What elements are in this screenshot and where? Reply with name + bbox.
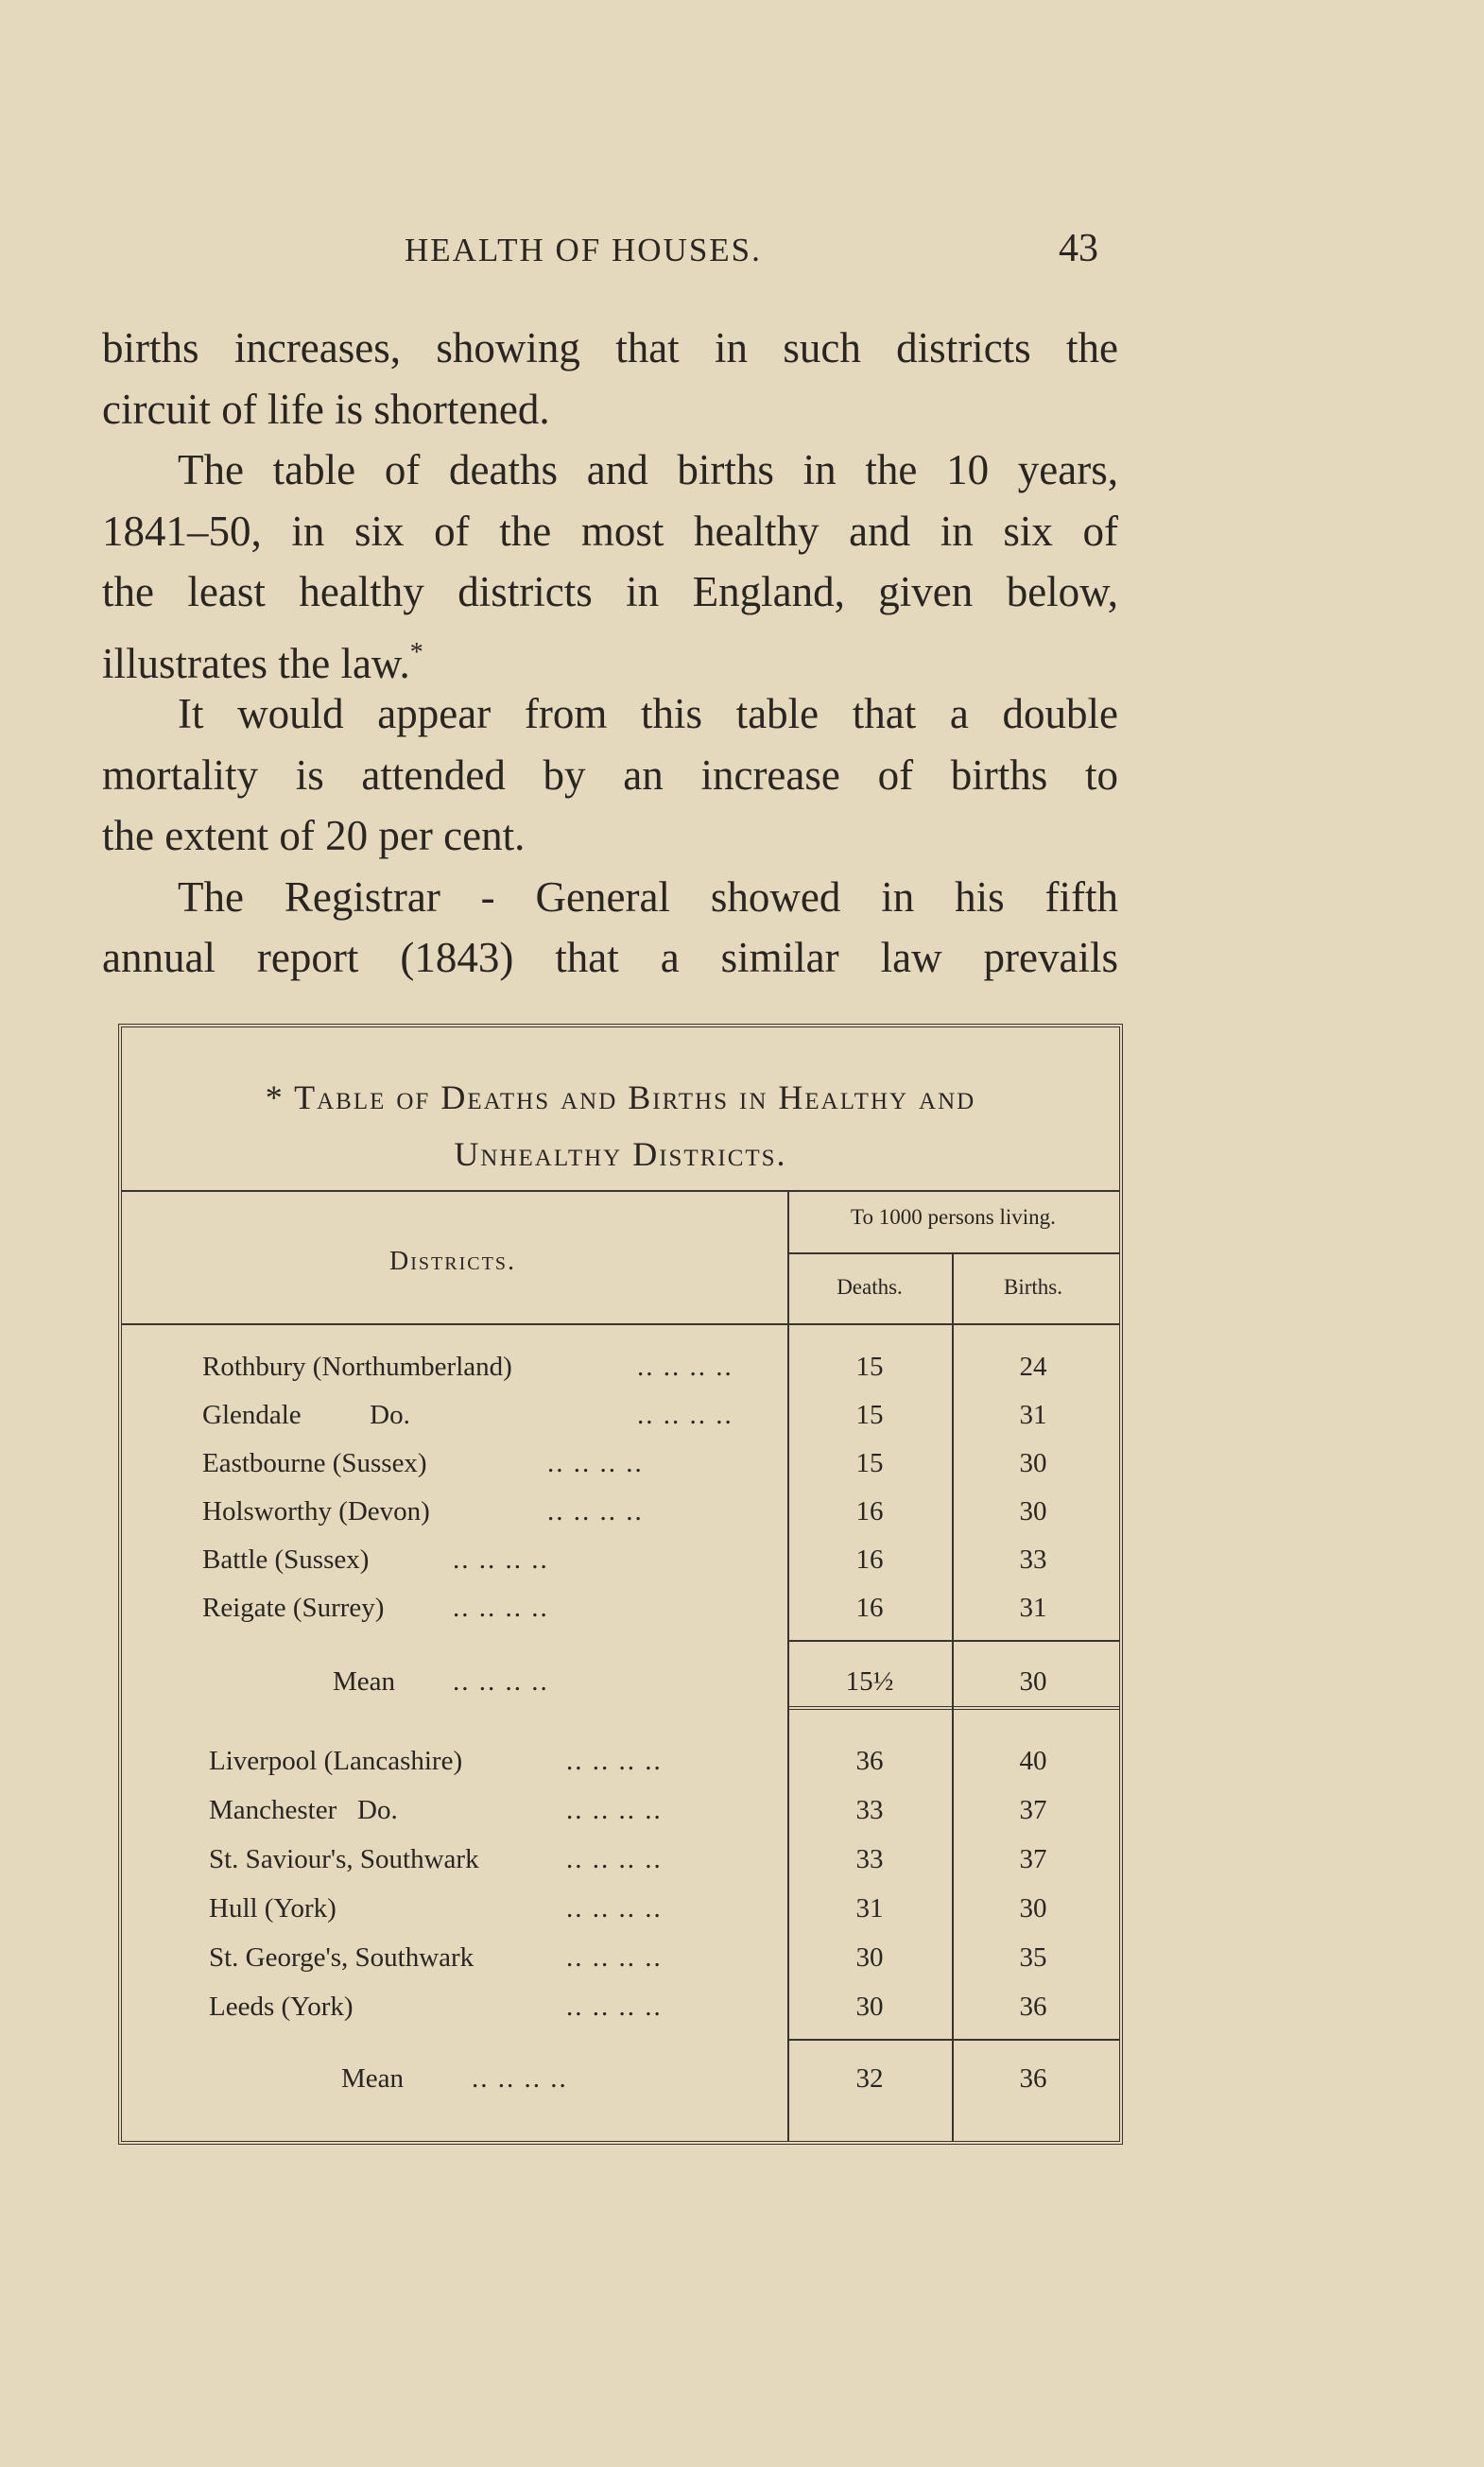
table-row bbox=[122, 1795, 1119, 1844]
births-value: 24 bbox=[1019, 1352, 1047, 1382]
leader-dots: .. .. .. .. bbox=[453, 1593, 549, 1623]
text-line: The Registrar - General showed in his fifth bbox=[178, 872, 1118, 921]
table-row bbox=[122, 1352, 1119, 1401]
table-row bbox=[122, 1992, 1119, 2041]
text-line: 1841–50, in six of the most healthy and in six of bbox=[102, 507, 1118, 555]
rule bbox=[122, 1190, 1119, 1192]
deaths-value: 15 bbox=[855, 1400, 884, 1430]
text-line: the extent of 20 per cent. bbox=[102, 812, 526, 859]
district-name: Hull (York) bbox=[209, 1893, 336, 1924]
rule bbox=[787, 1706, 1119, 1710]
births-value: 40 bbox=[1019, 1746, 1047, 1776]
births-value: 37 bbox=[1019, 1844, 1047, 1874]
deaths-value: 36 bbox=[855, 1746, 884, 1776]
table-row bbox=[122, 1496, 1119, 1545]
deaths-value: 32 bbox=[855, 2063, 884, 2094]
district-name: Manchester Do. bbox=[209, 1795, 398, 1825]
table-title-line-2: Unhealthy Districts. bbox=[454, 1135, 787, 1173]
column-group-header: To 1000 persons living. bbox=[851, 1205, 1056, 1229]
body-text bbox=[102, 318, 1118, 989]
district-name: Rothbury (Northumberland) bbox=[202, 1352, 512, 1382]
births-value: 37 bbox=[1019, 1795, 1047, 1825]
deaths-value: 15 bbox=[855, 1352, 884, 1382]
table-row bbox=[122, 1844, 1119, 1893]
leader-dots: .. .. .. .. bbox=[453, 1666, 549, 1697]
column-header-districts: Districts. bbox=[389, 1247, 516, 1276]
rule bbox=[122, 1323, 1119, 1325]
page-number: 43 bbox=[1059, 227, 1098, 270]
table-title-line-1: * Table of Deaths and Births in Healthy and bbox=[265, 1078, 976, 1116]
text-line-with-footnote bbox=[102, 623, 1118, 687]
district-name: Battle (Sussex) bbox=[202, 1544, 370, 1575]
text-line: mortality is attended by an increase of births to bbox=[102, 750, 1118, 799]
text-line: illustrates the law. bbox=[102, 639, 410, 687]
leader-dots: .. .. .. .. bbox=[637, 1400, 733, 1430]
district-name: Leeds (York) bbox=[209, 1992, 354, 2022]
leader-dots: .. .. .. .. bbox=[547, 1496, 644, 1527]
district-name: Liverpool (Lancashire) bbox=[209, 1746, 463, 1776]
district-name: St. Saviour's, Southwark bbox=[209, 1844, 479, 1874]
column-header-deaths: Deaths. bbox=[837, 1275, 903, 1299]
district-name: St. George's, Southwark bbox=[209, 1942, 475, 1973]
deaths-value: 16 bbox=[855, 1544, 884, 1575]
deaths-value: 15 bbox=[855, 1448, 884, 1478]
table-row bbox=[122, 1544, 1119, 1594]
mean-label: Mean bbox=[341, 2063, 405, 2094]
text-line: births increases, showing that in such districts the bbox=[102, 324, 1118, 371]
deaths-value: 33 bbox=[855, 1844, 884, 1874]
deaths-value: 33 bbox=[855, 1795, 884, 1825]
leader-dots: .. .. .. .. bbox=[637, 1352, 733, 1382]
leader-dots: .. .. .. .. bbox=[566, 1746, 663, 1776]
district-name: Eastbourne (Sussex) bbox=[202, 1448, 427, 1478]
leader-dots: .. .. .. .. bbox=[566, 1795, 663, 1825]
table-row bbox=[122, 1746, 1119, 1795]
leader-dots: .. .. .. .. bbox=[547, 1448, 644, 1478]
births-value: 30 bbox=[1019, 1496, 1047, 1527]
births-value: 30 bbox=[1019, 1666, 1047, 1697]
text-line: circuit of life is shortened. bbox=[102, 385, 550, 433]
births-value: 30 bbox=[1019, 1448, 1047, 1478]
deaths-value: 15½ bbox=[845, 1666, 894, 1697]
births-value: 31 bbox=[1019, 1593, 1047, 1623]
rule bbox=[787, 2039, 1119, 2041]
births-value: 36 bbox=[1019, 2063, 1047, 2094]
rule bbox=[787, 1640, 1119, 1642]
district-name: Reigate (Surrey) bbox=[202, 1593, 385, 1623]
deaths-value: 16 bbox=[855, 1593, 884, 1623]
deaths-value: 16 bbox=[855, 1496, 884, 1527]
leader-dots: .. .. .. .. bbox=[453, 1544, 549, 1575]
deaths-births-table bbox=[118, 1024, 1123, 2145]
births-value: 35 bbox=[1019, 1942, 1047, 1973]
running-head bbox=[0, 227, 1484, 288]
births-value: 30 bbox=[1019, 1893, 1047, 1924]
deaths-value: 31 bbox=[855, 1893, 884, 1924]
leader-dots: .. .. .. .. bbox=[472, 2063, 568, 2094]
births-value: 33 bbox=[1019, 1544, 1047, 1575]
table-row bbox=[122, 1942, 1119, 1992]
births-value: 31 bbox=[1019, 1400, 1047, 1430]
mean-row bbox=[122, 2063, 1119, 2113]
leader-dots: .. .. .. .. bbox=[566, 1893, 663, 1924]
running-head-title: HEALTH OF HOUSES. bbox=[405, 232, 762, 268]
leader-dots: .. .. .. .. bbox=[566, 1942, 663, 1973]
leader-dots: .. .. .. .. bbox=[566, 1844, 663, 1874]
births-value: 36 bbox=[1019, 1992, 1047, 2022]
table-row bbox=[122, 1448, 1119, 1497]
table-row bbox=[122, 1593, 1119, 1642]
mean-label: Mean bbox=[333, 1666, 396, 1697]
text-line: the least healthy districts in England, given below, bbox=[102, 568, 1118, 615]
text-line: It would appear from this table that a double bbox=[178, 690, 1118, 737]
footnote-marker: * bbox=[409, 637, 423, 667]
deaths-value: 30 bbox=[855, 1992, 884, 2022]
table-row bbox=[122, 1400, 1119, 1449]
district-name: Glendale Do. bbox=[202, 1400, 410, 1430]
leader-dots: .. .. .. .. bbox=[566, 1992, 663, 2022]
table-row bbox=[122, 1893, 1119, 1942]
district-name: Holsworthy (Devon) bbox=[202, 1496, 430, 1527]
table-title bbox=[122, 1069, 1119, 1182]
deaths-value: 30 bbox=[855, 1942, 884, 1973]
text-line: The table of deaths and births in the 10 years, bbox=[178, 446, 1118, 493]
column-header-births: Births. bbox=[1004, 1275, 1062, 1299]
text-line: annual report (1843) that a similar law prevails bbox=[102, 934, 1118, 981]
